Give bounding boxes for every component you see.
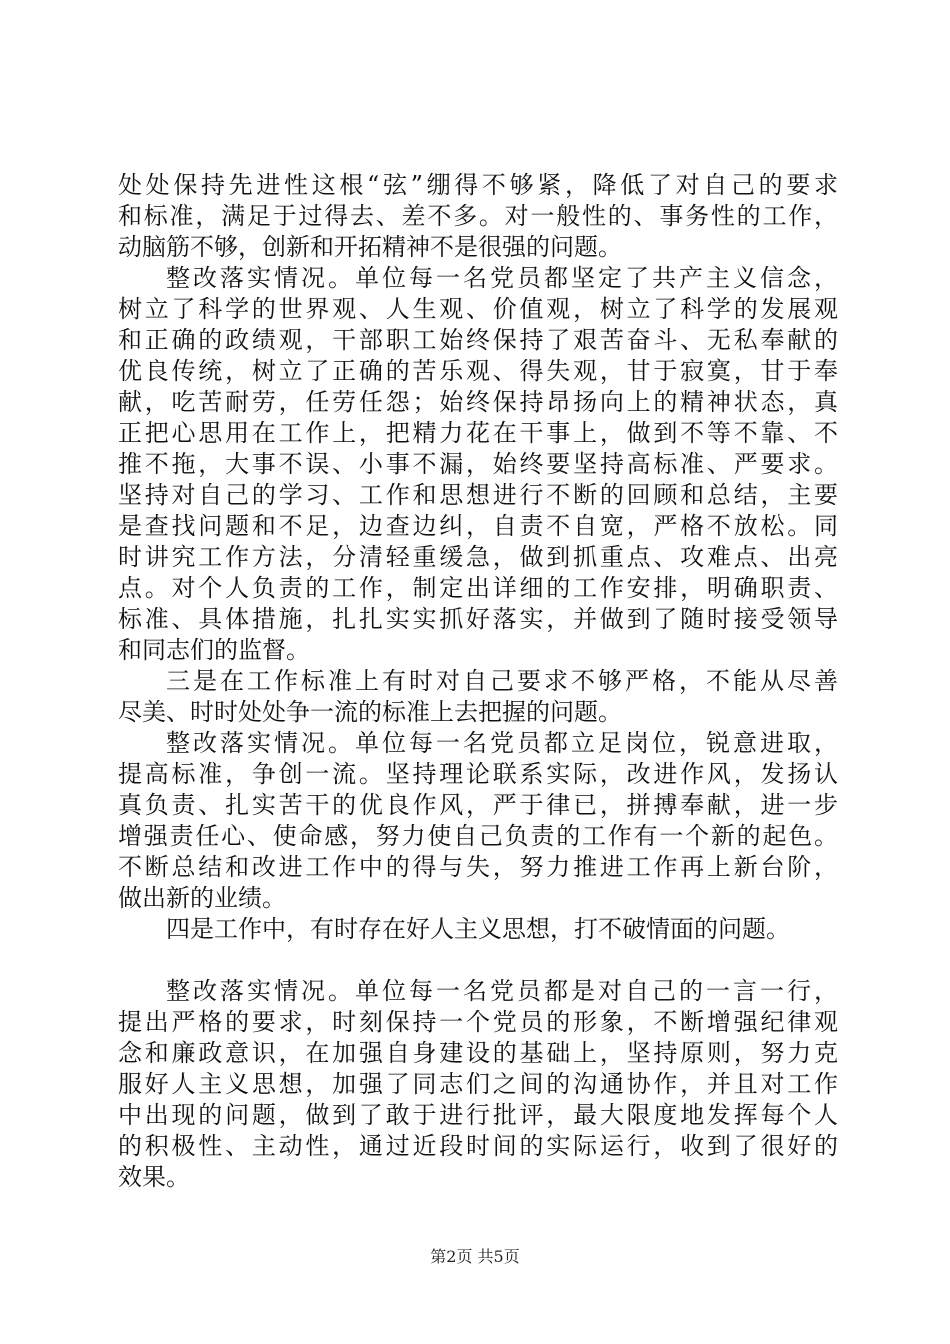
text-line: 念和廉政意识，在加强自身建设的基础上，坚持原则，努力克 — [118, 1039, 838, 1067]
text-line: 三是在工作标准上有时对自己要求不够严格，不能从尽善 — [166, 667, 838, 695]
text-line: 点。对个人负责的工作，制定出详细的工作安排，明确职责、 — [118, 574, 838, 602]
text-line: 和正确的政绩观，干部职工始终保持了艰苦奋斗、无私奉献的 — [118, 326, 838, 354]
text-line: 标准、具体措施，扎扎实实抓好落实，并做到了随时接受领导 — [118, 605, 838, 633]
text-line: 动脑筋不够，创新和开拓精神不是很强的问题。 — [118, 233, 622, 261]
text-line: 提出严格的要求，时刻保持一个党员的形象，不断增强纪律观 — [118, 1008, 838, 1036]
text-line: 中出现的问题，做到了敢于进行批评，最大限度地发挥每个人 — [118, 1101, 838, 1129]
text-line: 增强责任心、使命感，努力使自己负责的工作有一个新的起色。 — [118, 822, 838, 850]
page-footer: 第2页 共5页 — [430, 1247, 520, 1266]
text-line: 是查找问题和不足，边查边纠，自责不自宽，严格不放松。同 — [118, 512, 838, 540]
text-line: 效果。 — [118, 1163, 190, 1191]
text-line: 服好人主义思想，加强了同志们之间的沟通协作，并且对工作 — [118, 1070, 838, 1098]
text-line: 尽美、时时处处争一流的标准上去把握的问题。 — [118, 698, 622, 726]
text-line: 时讲究工作方法，分清轻重缓急，做到抓重点、攻难点、出亮 — [118, 543, 838, 571]
text-line: 四是工作中，有时存在好人主义思想，打不破情面的问题。 — [166, 915, 790, 943]
document-body — [118, 170, 838, 1193]
text-line: 优良传统，树立了正确的苦乐观、得失观，甘于寂寞，甘于奉 — [118, 357, 838, 385]
text-line: 正把心思用在工作上，把精力花在干事上，做到不等不靠、不 — [118, 419, 838, 447]
text-line: 整改落实情况。单位每一名党员都立足岗位，锐意进取， — [166, 729, 838, 757]
text-line: 献，吃苦耐劳，任劳任怨；始终保持昂扬向上的精神状态，真 — [118, 388, 838, 416]
text-line: 整改落实情况。单位每一名党员都坚定了共产主义信念， — [166, 264, 838, 292]
text-line: 整改落实情况。单位每一名党员都是对自己的一言一行， — [166, 977, 838, 1005]
text-line: 和标准，满足于过得去、差不多。对一般性的、事务性的工作， — [118, 202, 838, 230]
text-line: 真负责、扎实苦干的优良作风，严于律已，拼搏奉献，进一步 — [118, 791, 838, 819]
text-line: 的积极性、主动性，通过近段时间的实际运行，收到了很好的 — [118, 1132, 838, 1160]
text-line: 推不拖，大事不误、小事不漏，始终要坚持高标准、严要求。 — [118, 450, 838, 478]
text-line: 和同志们的监督。 — [118, 636, 310, 664]
blank-line — [118, 945, 838, 976]
text-line: 做出新的业绩。 — [118, 884, 286, 912]
text-line: 不断总结和改进工作中的得与失，努力推进工作再上新台阶， — [118, 853, 838, 881]
text-line: 坚持对自己的学习、工作和思想进行不断的回顾和总结，主要 — [118, 481, 838, 509]
text-line: 树立了科学的世界观、人生观、价值观，树立了科学的发展观 — [118, 295, 838, 323]
text-line: 提高标准，争创一流。坚持理论联系实际，改进作风，发扬认 — [118, 760, 838, 788]
text-line: 处处保持先进性这根“弦”绷得不够紧，降低了对自己的要求 — [118, 171, 838, 199]
